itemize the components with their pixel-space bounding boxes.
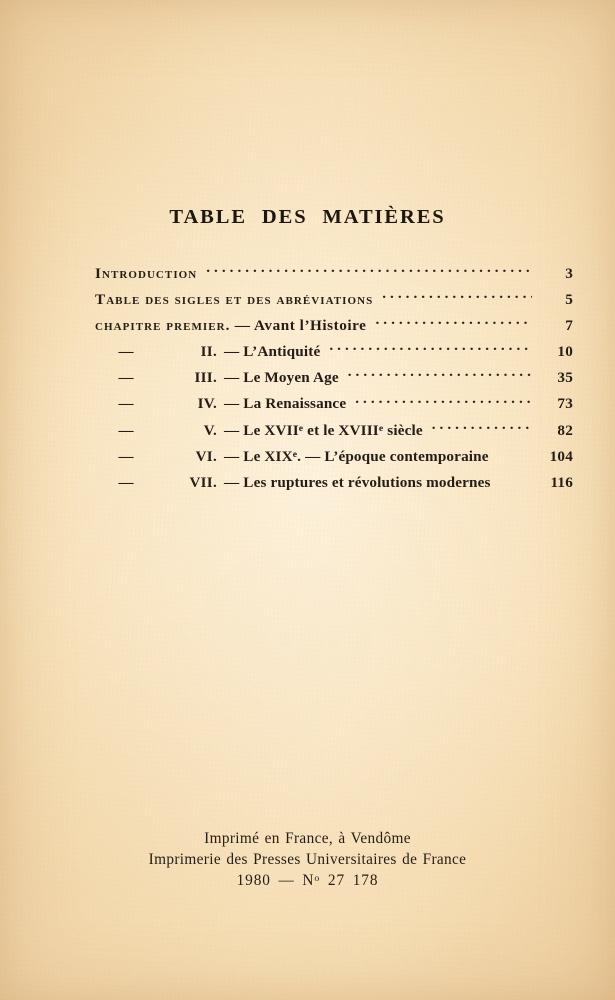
toc-entry-dash: — <box>118 474 134 491</box>
toc-dot-leader <box>329 340 532 356</box>
toc-entry-dash: — <box>118 422 134 439</box>
toc-entry-dash: — <box>118 396 134 413</box>
toc-entry-label: — Les ruptures et révolutions modernes <box>224 473 491 491</box>
toc-dot-leader <box>382 288 532 304</box>
toc-entry[interactable] <box>95 340 573 366</box>
toc-entry[interactable] <box>95 445 573 471</box>
toc-entry-page-number: 73 <box>557 395 573 413</box>
toc-entry-dash: — <box>118 448 134 465</box>
toc-entry[interactable] <box>95 314 573 340</box>
toc-entry-page-number: 104 <box>549 447 573 465</box>
toc-dot-leader <box>491 471 539 487</box>
toc-entry-label: Table des sigles et des abréviations <box>95 291 374 309</box>
toc-dot-leader <box>432 419 532 435</box>
toc-entry-label: Introduction <box>95 265 198 282</box>
toc-dot-leader <box>206 262 532 278</box>
table-of-contents-list <box>95 262 573 497</box>
colophon-line-year-number: 1980 — $N^o$ 27 178 <box>236 872 379 890</box>
toc-entry-page-number: 3 <box>565 265 573 282</box>
toc-entry[interactable] <box>95 288 573 314</box>
toc-entry-page-number: 35 <box>557 369 573 387</box>
toc-entry-label: — Le Moyen Age <box>224 369 339 387</box>
toc-entry-page-number: 116 <box>550 473 573 491</box>
colophon <box>0 828 615 892</box>
toc-entry[interactable] <box>95 366 573 392</box>
toc-entry-label: — Le XIXe. — L’époque contemporaine <box>224 447 489 465</box>
toc-entry-numeral: VII. <box>189 474 217 491</box>
toc-entry-page-number: 7 <box>565 317 573 335</box>
toc-entry-numeral: II. <box>200 344 217 361</box>
toc-entry-page-number: 5 <box>565 291 573 309</box>
toc-dot-leader <box>348 366 532 382</box>
toc-entry-numeral: VI. <box>195 448 217 465</box>
toc-entry-numeral: IV. <box>197 396 217 413</box>
toc-entry-numeral: V. <box>203 422 217 439</box>
page-title: TABLE DES MATIÈRES <box>169 206 446 228</box>
toc-entry-numeral: III. <box>194 370 217 387</box>
toc-dot-leader <box>355 392 532 408</box>
toc-entry-label <box>95 317 366 335</box>
toc-entry-page-number: 10 <box>557 343 573 361</box>
toc-entry[interactable] <box>95 262 573 288</box>
toc-entry[interactable] <box>95 419 573 445</box>
toc-entry-label: — La Renaissance <box>224 395 347 413</box>
toc-entry-dash: — <box>118 370 134 387</box>
colophon-line-printer: Imprimerie des Presses Universitaires de France <box>148 851 467 869</box>
toc-entry-label: — L’Antiquité <box>224 343 321 361</box>
toc-dot-leader <box>375 314 532 330</box>
toc-entry-dash: — <box>118 344 134 361</box>
colophon-line-printed-in: Imprimé en France, à Vendôme <box>204 830 411 847</box>
toc-entry-label: — Le XVIIe et le XVIIIe siècle <box>224 421 423 439</box>
toc-dot-leader <box>489 445 539 461</box>
toc-entry-label-rest: — Avant l’Histoire <box>230 317 367 335</box>
toc-entry-page-number: 82 <box>557 421 573 439</box>
toc-entry[interactable] <box>95 392 573 418</box>
toc-entry-label-smallcaps: chapitre premier. <box>95 317 231 335</box>
toc-entry[interactable] <box>95 471 573 497</box>
